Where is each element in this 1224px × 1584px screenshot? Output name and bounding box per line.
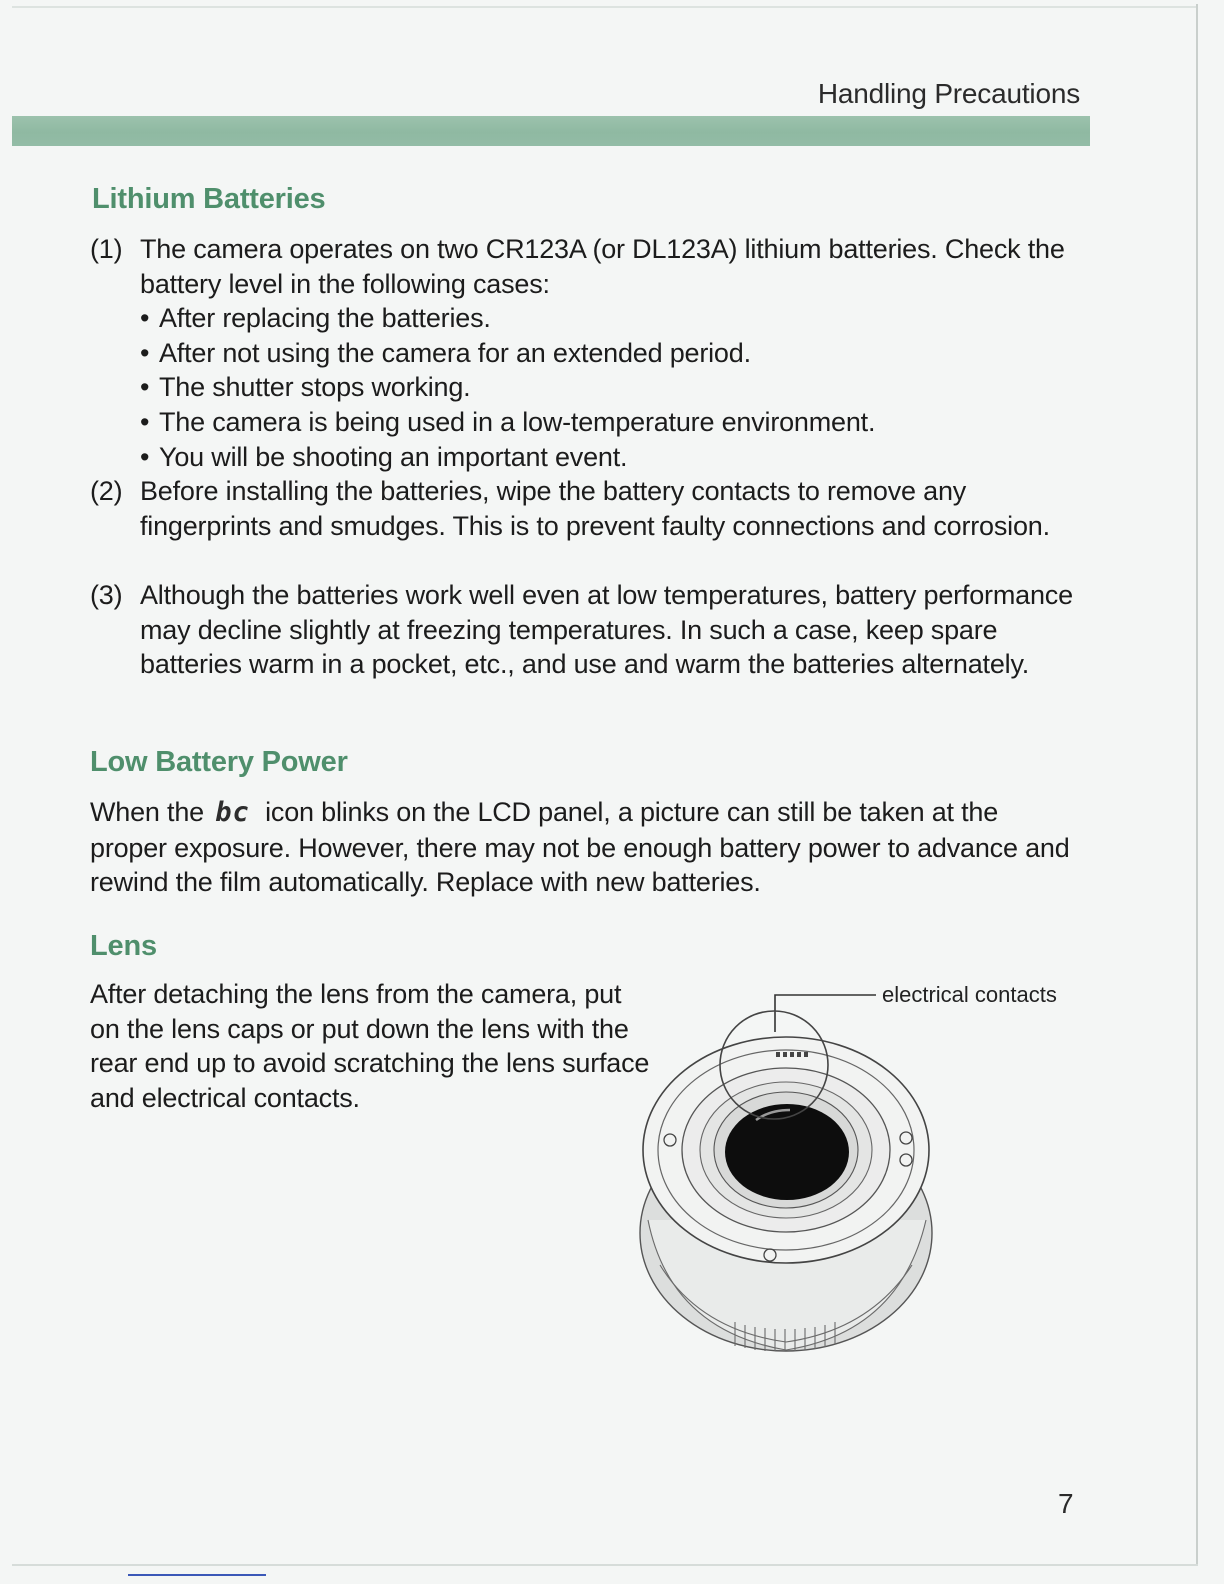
text-after-icon: icon blinks on the LCD panel, a picture can still be taken at the proper exposure. However, there may not be enough battery power to advance and rewind the film automatically. Replace with new batteries. [90,797,1070,898]
item-number: (2) [90,476,123,506]
bottom-edge-mark [128,1574,266,1576]
running-head: Handling Precautions [817,78,1080,109]
numbered-item-1 [88,232,1088,474]
battery-check-icon: bc [215,797,250,828]
page-edge-bottom [12,1564,1198,1566]
lens-illustration [630,985,940,1365]
item-text: The camera operates on two CR123A (or DL123A) lithium batteries. Check the battery level in the following cases: [140,234,1065,299]
list-item: • After replacing the batteries. [140,301,1088,336]
list-item: • After not using the camera for an extended period. [140,336,1088,371]
section-heading-lithium-batteries: Lithium Batteries [92,183,326,215]
item-text: Although the batteries work well even at low temperatures, battery performance may decline slightly at freezing temperatures. In such a case, keep spare batteries warm in a pocket, etc., and use and warm the batteries alternately. [140,580,1073,680]
header-band [12,116,1090,146]
page-edge-top [12,6,1198,8]
section-heading-low-battery-power: Low Battery Power [90,746,348,778]
item-number: (1) [90,234,123,264]
low-battery-paragraph [90,795,1080,900]
list-item: • The camera is being used in a low-temperature environment. [140,405,1088,440]
item-text: Before installing the batteries, wipe the battery contacts to remove any fingerprints and smudges. This is to prevent faulty connections and corrosion. [140,476,1050,541]
text-before-icon: When the [90,797,204,827]
list-item: • You will be shooting an important event. [140,440,1088,475]
list-item: • The shutter stops working. [140,370,1088,405]
item-number: (3) [90,580,123,610]
page-edge-right [1196,4,1198,1564]
page-number: 7 [1058,1488,1074,1519]
numbered-item-2 [88,474,1088,543]
numbered-item-3 [88,578,1088,682]
figure-callout-label: electrical contacts [882,982,1057,1007]
section-heading-lens: Lens [90,930,157,962]
battery-check-list [88,301,1088,474]
lens-paragraph: After detaching the lens from the camera, put on the lens caps or put down the lens with the rear end up to avoid scratching the lens surface and electrical contacts. [90,979,650,1113]
